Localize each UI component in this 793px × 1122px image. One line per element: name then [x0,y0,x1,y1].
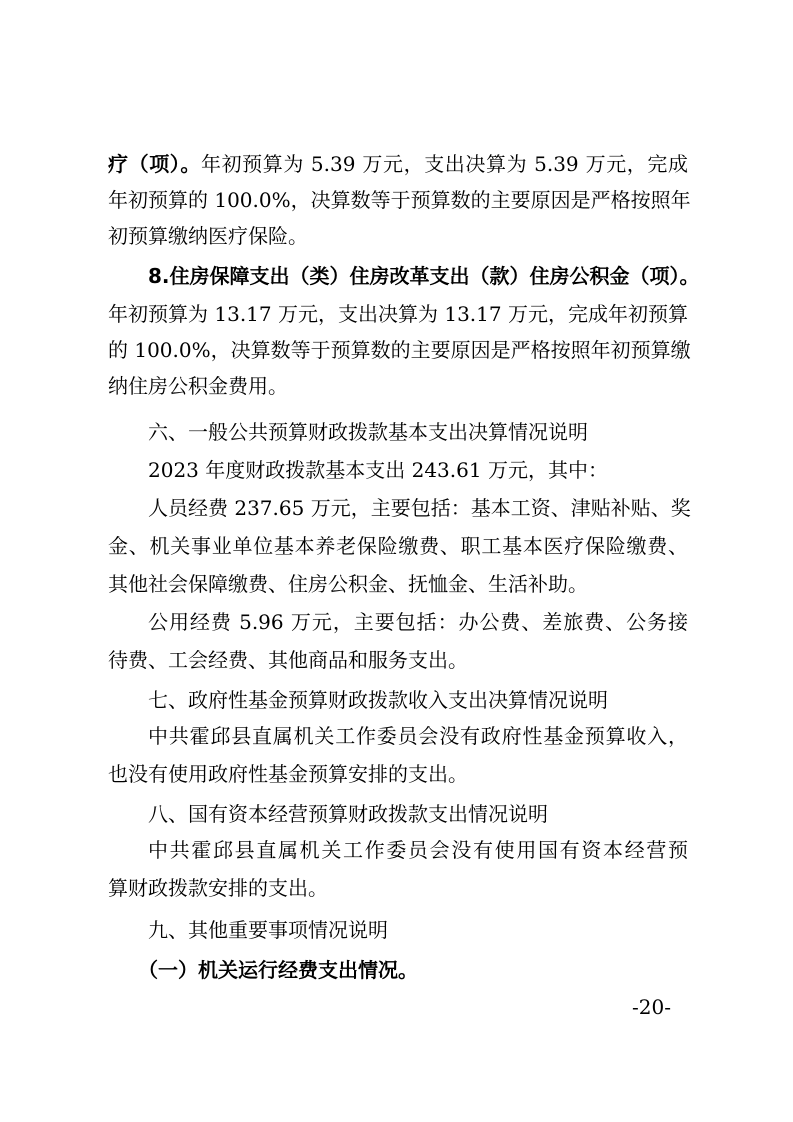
item-title-bold: 8.住房保障支出（类）住房改革支出（款）住房公积金（项）。 [148,264,700,288]
section-heading: 八、国有资本经营预算财政拨款支出情况说明 [148,802,548,826]
paragraph-line: 算财政拨款安排的支出。 [108,876,328,900]
paragraph-line: 人员经费 237.65 万元，主要包括：基本工资、津贴补贴、奖 [148,496,691,520]
paragraph-line [108,146,688,182]
paragraph-line: 年初预算为 13.17 万元，支出决算为 13.17 万元，完成年初预算 [108,302,688,326]
paragraph-line: 公用经费 5.96 万元，主要包括：办公费、差旅费、公务接 [148,610,688,634]
paragraph-line: 纳住房公积金费用。 [108,374,288,398]
paragraph-text: 年初预算为 5.39 万元，支出决算为 5.39 万元，完成 [200,152,688,176]
section-heading: 六、一般公共预算财政拨款基本支出决算情况说明 [148,420,588,444]
paragraph-line: 也没有使用政府性基金预算安排的支出。 [108,762,468,786]
subsection-heading: （一）机关运行经费支出情况。 [138,958,418,982]
paragraph-line: 年初预算的 100.0%，决算数等于预算数的主要原因是严格按照年 [108,188,691,212]
page-number: -20- [632,995,671,1019]
section-heading: 七、政府性基金预算财政拨款收入支出决算情况说明 [148,688,608,712]
paragraph-line: 待费、工会经费、其他商品和服务支出。 [108,648,468,672]
paragraph-line: 初预算缴纳医疗保险。 [108,224,308,248]
paragraph-line: 中共霍邱县直属机关工作委员会没有使用国有资本经营预 [148,838,688,862]
item-title-bold: 疗（项）。 [108,152,201,176]
paragraph-line: 中共霍邱县直属机关工作委员会没有政府性基金预算收入， [148,724,688,748]
paragraph-line: 2023 年度财政拨款基本支出 243.61 万元，其中： [148,458,608,482]
paragraph-line: 金、机关事业单位基本养老保险缴费、职工基本医疗保险缴费、 [108,534,688,558]
paragraph-line: 的 100.0%，决算数等于预算数的主要原因是严格按照年初预算缴 [108,338,691,362]
section-heading: 九、其他重要事项情况说明 [148,918,388,942]
paragraph-line: 其他社会保障缴费、住房公积金、抚恤金、生活补助。 [108,572,588,596]
